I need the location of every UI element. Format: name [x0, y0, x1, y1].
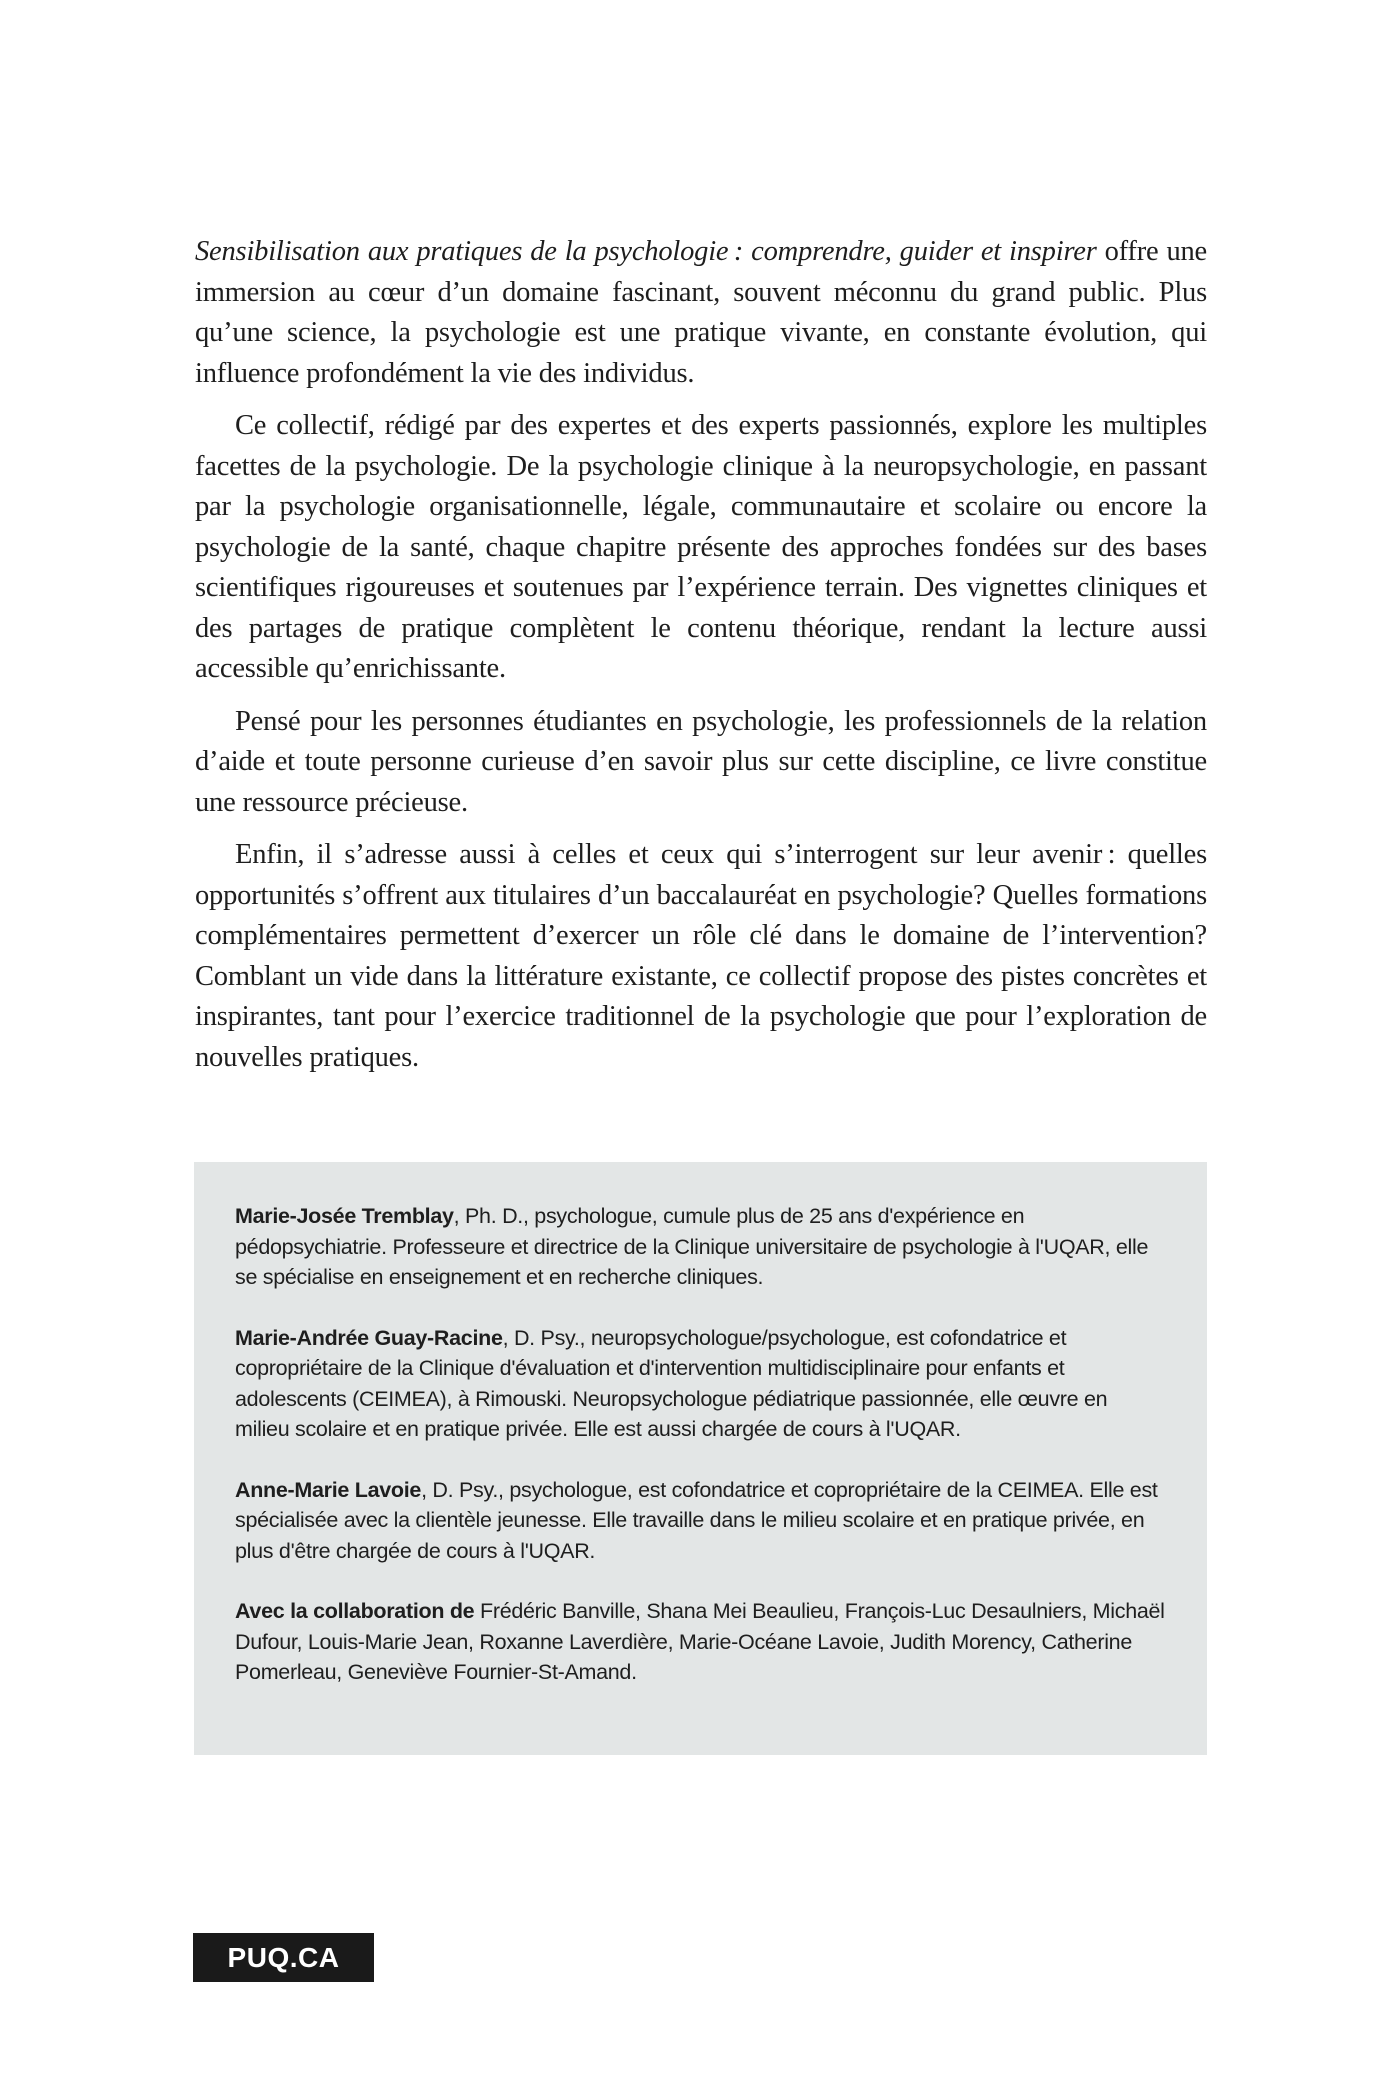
- description-paragraph-4: Enfin, il s’adresse aussi à celles et ceux qui s’interrogent sur leur avenir : quelles opportunités s’offrent aux titulaires d’un baccalauréat en psychologie? Quelles formations complémentaires permettent d’exercer un rôle clé dans le domaine de l’intervention? Comblant un vide dans la littérature existante, ce collectif propose des pistes concrètes et inspirantes, tant pour l’exercice traditionnel de la psychologie que pour l’exploration de nouvelles pratiques.: [195, 839, 1207, 1073]
- description-paragraph-1: Sensibilisation aux pratiques de la psychologie : comprendre, guider et inspirer offre une immersion au cœur d’un domaine fascinant, souvent méconnu du grand public. Plus qu’une science, la psychologie est une pratique vivante, en constante évolution, qui influence profondément la vie des individus.: [195, 236, 1208, 389]
- publisher-badge: PUQ.CA: [193, 1933, 374, 1982]
- description-paragraph-3: Pensé pour les personnes étudiantes en psychologie, les professionnels de la relation d’aide et toute personne curieuse d’en savoir plus sur cette discipline, ce livre constitue une ressource précieuse.: [195, 705, 1207, 818]
- author-name: Marie-Andrée Guay-Racine: [235, 1325, 503, 1350]
- collaborators: Avec la collaboration de Frédéric Banville, Shana Mei Beaulieu, François-Luc Desaulniers, Michaël Dufour, Louis-Marie Jean, Roxanne Laverdière, Marie-Océane Lavoie, Judith Morency, Catherine Pomerleau, Geneviève Fournier-St-Amand.: [235, 1599, 1165, 1684]
- author-bio: Anne-Marie Lavoie, D. Psy., psychologue, est cofondatrice et copropriétaire de la CEIMEA. Elle est spécialisée avec la clientèle jeunesse. Elle travaille dans le milieu scolaire et en pratique privée, en plus d'être chargée de cours à l'UQAR.: [235, 1477, 1158, 1563]
- author-name: Marie-Josée Tremblay: [235, 1204, 454, 1228]
- author-bio: Marie-Andrée Guay-Racine, D. Psy., neuropsychologue/psychologue, est cofondatrice et copropriétaire de la Clinique d'évaluation et d'intervention multidisciplinaire pour enfants et adolescents (CEIMEA), à Rimouski. Neuropsychologue pédiatrique passionnée, elle œuvre en milieu scolaire et en pratique privée. Elle est aussi chargée de cours à l'UQAR.: [235, 1325, 1108, 1441]
- author-name: Anne-Marie Lavoie: [235, 1477, 422, 1502]
- author-bio: Marie-Josée Tremblay, Ph. D., psychologue, cumule plus de 25 ans d'expérience en pédopsychiatrie. Professeure et directrice de la Clinique universitaire de psychologie à l'UQAR, elle se spécialise en enseignement et en recherche cliniques.: [235, 1204, 1149, 1289]
- description-paragraph-2: Ce collectif, rédigé par des expertes et des experts passionnés, explore les multiples facettes de la psychologie. De la psychologie clinique à la neuropsychologie, en passant par la psychologie organisationnelle, légale, communautaire et scolaire ou encore la psychologie de la santé, chaque chapitre présente des approches fondées sur des bases scientifiques rigoureuses et soutenues par l’expérience terrain. Des vignettes cliniques et des partages de pratique complètent le contenu théorique, rendant la lecture aussi accessible qu’enrichissante.: [195, 410, 1207, 684]
- author-bios-box: [194, 1162, 1207, 1755]
- book-description: [195, 232, 1207, 1090]
- collaboration-label: Avec la collaboration de: [235, 1599, 475, 1623]
- book-title: Sensibilisation aux pratiques de la psychologie : comprendre, guider et inspirer: [195, 236, 1097, 267]
